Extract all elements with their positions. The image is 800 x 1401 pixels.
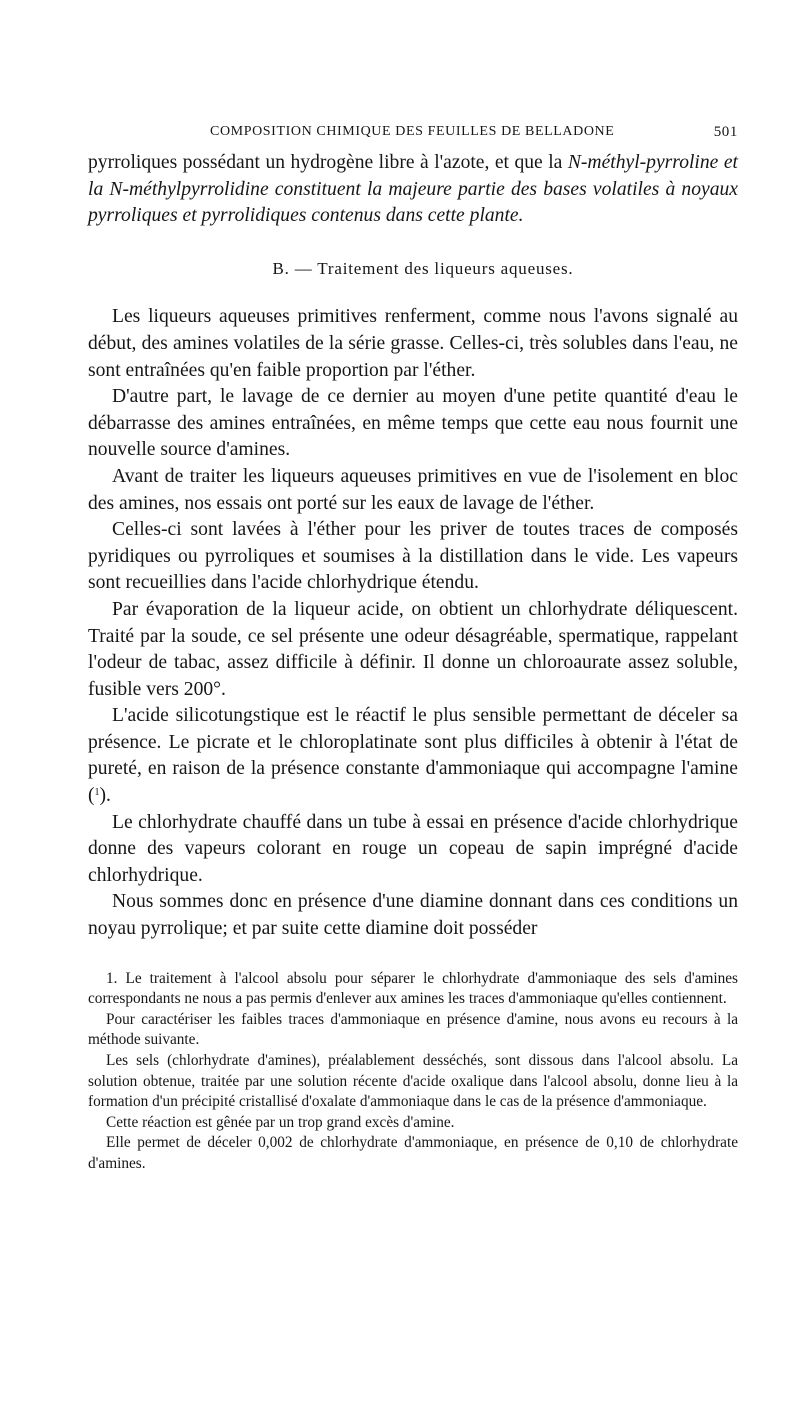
footnote-3 <box>88 1051 738 1113</box>
running-title: COMPOSITION CHIMIQUE DES FEUILLES DE BELLADONE <box>210 124 615 139</box>
page <box>88 118 738 1175</box>
paragraph-2: D'autre part, le lavage de ce dernier au moyen d'une petite quantité d'eau le débarrasse des amines entraînées, en même temps que cette eau nous fournit une nouvelle source d'amines. <box>88 386 738 461</box>
paragraph-5: Par évaporation de la liqueur acide, on obtient un chlorhydrate déliquescent. Traité par la soude, ce sel présente une odeur désagréable, spermatique, rappelant l'odeur de tabac, assez difficile à définir. Il donne un chloroaurate assez soluble, fusible vers 200°. <box>88 598 738 700</box>
footnote-2: Pour caractériser les faibles traces d'ammoniaque en présence d'amine, nous avons eu recours à la méthode suivante. <box>88 1010 738 1049</box>
footnote-reference: 1 <box>94 787 100 799</box>
paragraph-1: Les liqueurs aqueuses primitives renferment, comme nous l'avons signalé au début, des amines volatiles de la série grasse. Celles-ci, très solubles dans l'eau, ne sont entraînées qu'en faible proportion par l'éther. <box>88 306 738 381</box>
footnote-4: Cette réaction est gênée par un trop grand excès d'amine. <box>106 1113 455 1131</box>
running-header <box>88 118 738 146</box>
footnote-3-italic: récente <box>352 1072 398 1090</box>
footnote-1: 1. Le traitement à l'alcool absolu pour séparer le chlorhydrate d'ammoniaque des sels d'amines correspondants ne nous a pas permis d'enlever aux amines les traces d'ammoniaque qu'elles contiennent. <box>88 969 738 1008</box>
footnote-3-text-a: Les sels (chlorhydrate d'amines), préalablement desséchés, sont dissous dans l'alcool absolu. La solution obtenue, traitée par une solution <box>88 1052 738 1090</box>
paragraph-7: Le chlorhydrate chauffé dans un tube à essai en présence d'acide chlorhydrique donne des vapeurs colorant en rouge un copeau de sapin imprégné d'acide chlorhydrique. <box>88 811 738 886</box>
intro-italic-text: N-méthyl-pyrroline et la N-méthylpyrrolidine constituent la majeure partie des bases volatiles à noyaux pyrroliques et pyrrolidiques contenus dans cette plante. <box>88 152 738 227</box>
intro-text: pyrroliques possédant un hydrogène libre à l'azote, et que la <box>88 152 568 173</box>
paragraph-8: Nous sommes donc en présence d'une diamine donnant dans ces conditions un noyau pyrrolique; et par suite cette diamine doit posséder <box>88 891 738 940</box>
main-text <box>88 150 738 943</box>
section-heading: B. — Traitement des liqueurs aqueuses. <box>272 258 574 278</box>
paragraph-3: Avant de traiter les liqueurs aqueuses primitives en vue de l'isolement en bloc des amines, nos essais ont porté sur les eaux de lavage de l'éther. <box>88 465 738 514</box>
intro-paragraph <box>88 150 738 230</box>
footnote-5: Elle permet de déceler 0,002 de chlorhydrate d'ammoniaque, en présence de 0,10 de chlorhydrate d'amines. <box>88 1134 738 1172</box>
paragraph-6-text: L'acide silicotungstique est le réactif le plus sensible permettant de déceler sa présence. Le picrate et le chloroplatinate sont plus difficiles à obtenir à l'état de pureté, en raison de la présence constante d'ammoniaque qui accompagne l'amine ( <box>88 705 738 807</box>
footnotes <box>88 969 738 1175</box>
paragraph-4: Celles-ci sont lavées à l'éther pour les priver de toutes traces de composés pyridiques ou pyrroliques et soumises à la distillation dans le vide. Les vapeurs sont recueillies dans l'acide chlorhydrique étendu. <box>88 519 738 594</box>
page-number: 501 <box>713 124 738 140</box>
paragraph-6-end: ). <box>99 785 111 807</box>
paragraph-6 <box>88 703 738 809</box>
footnote-3-text-b: d'acide oxalique dans l'alcool absolu, donne lieu à la formation d'un précipité cristallisé d'oxalate d'ammoniaque dans le cas de la présence d'ammoniaque. <box>88 1072 738 1111</box>
